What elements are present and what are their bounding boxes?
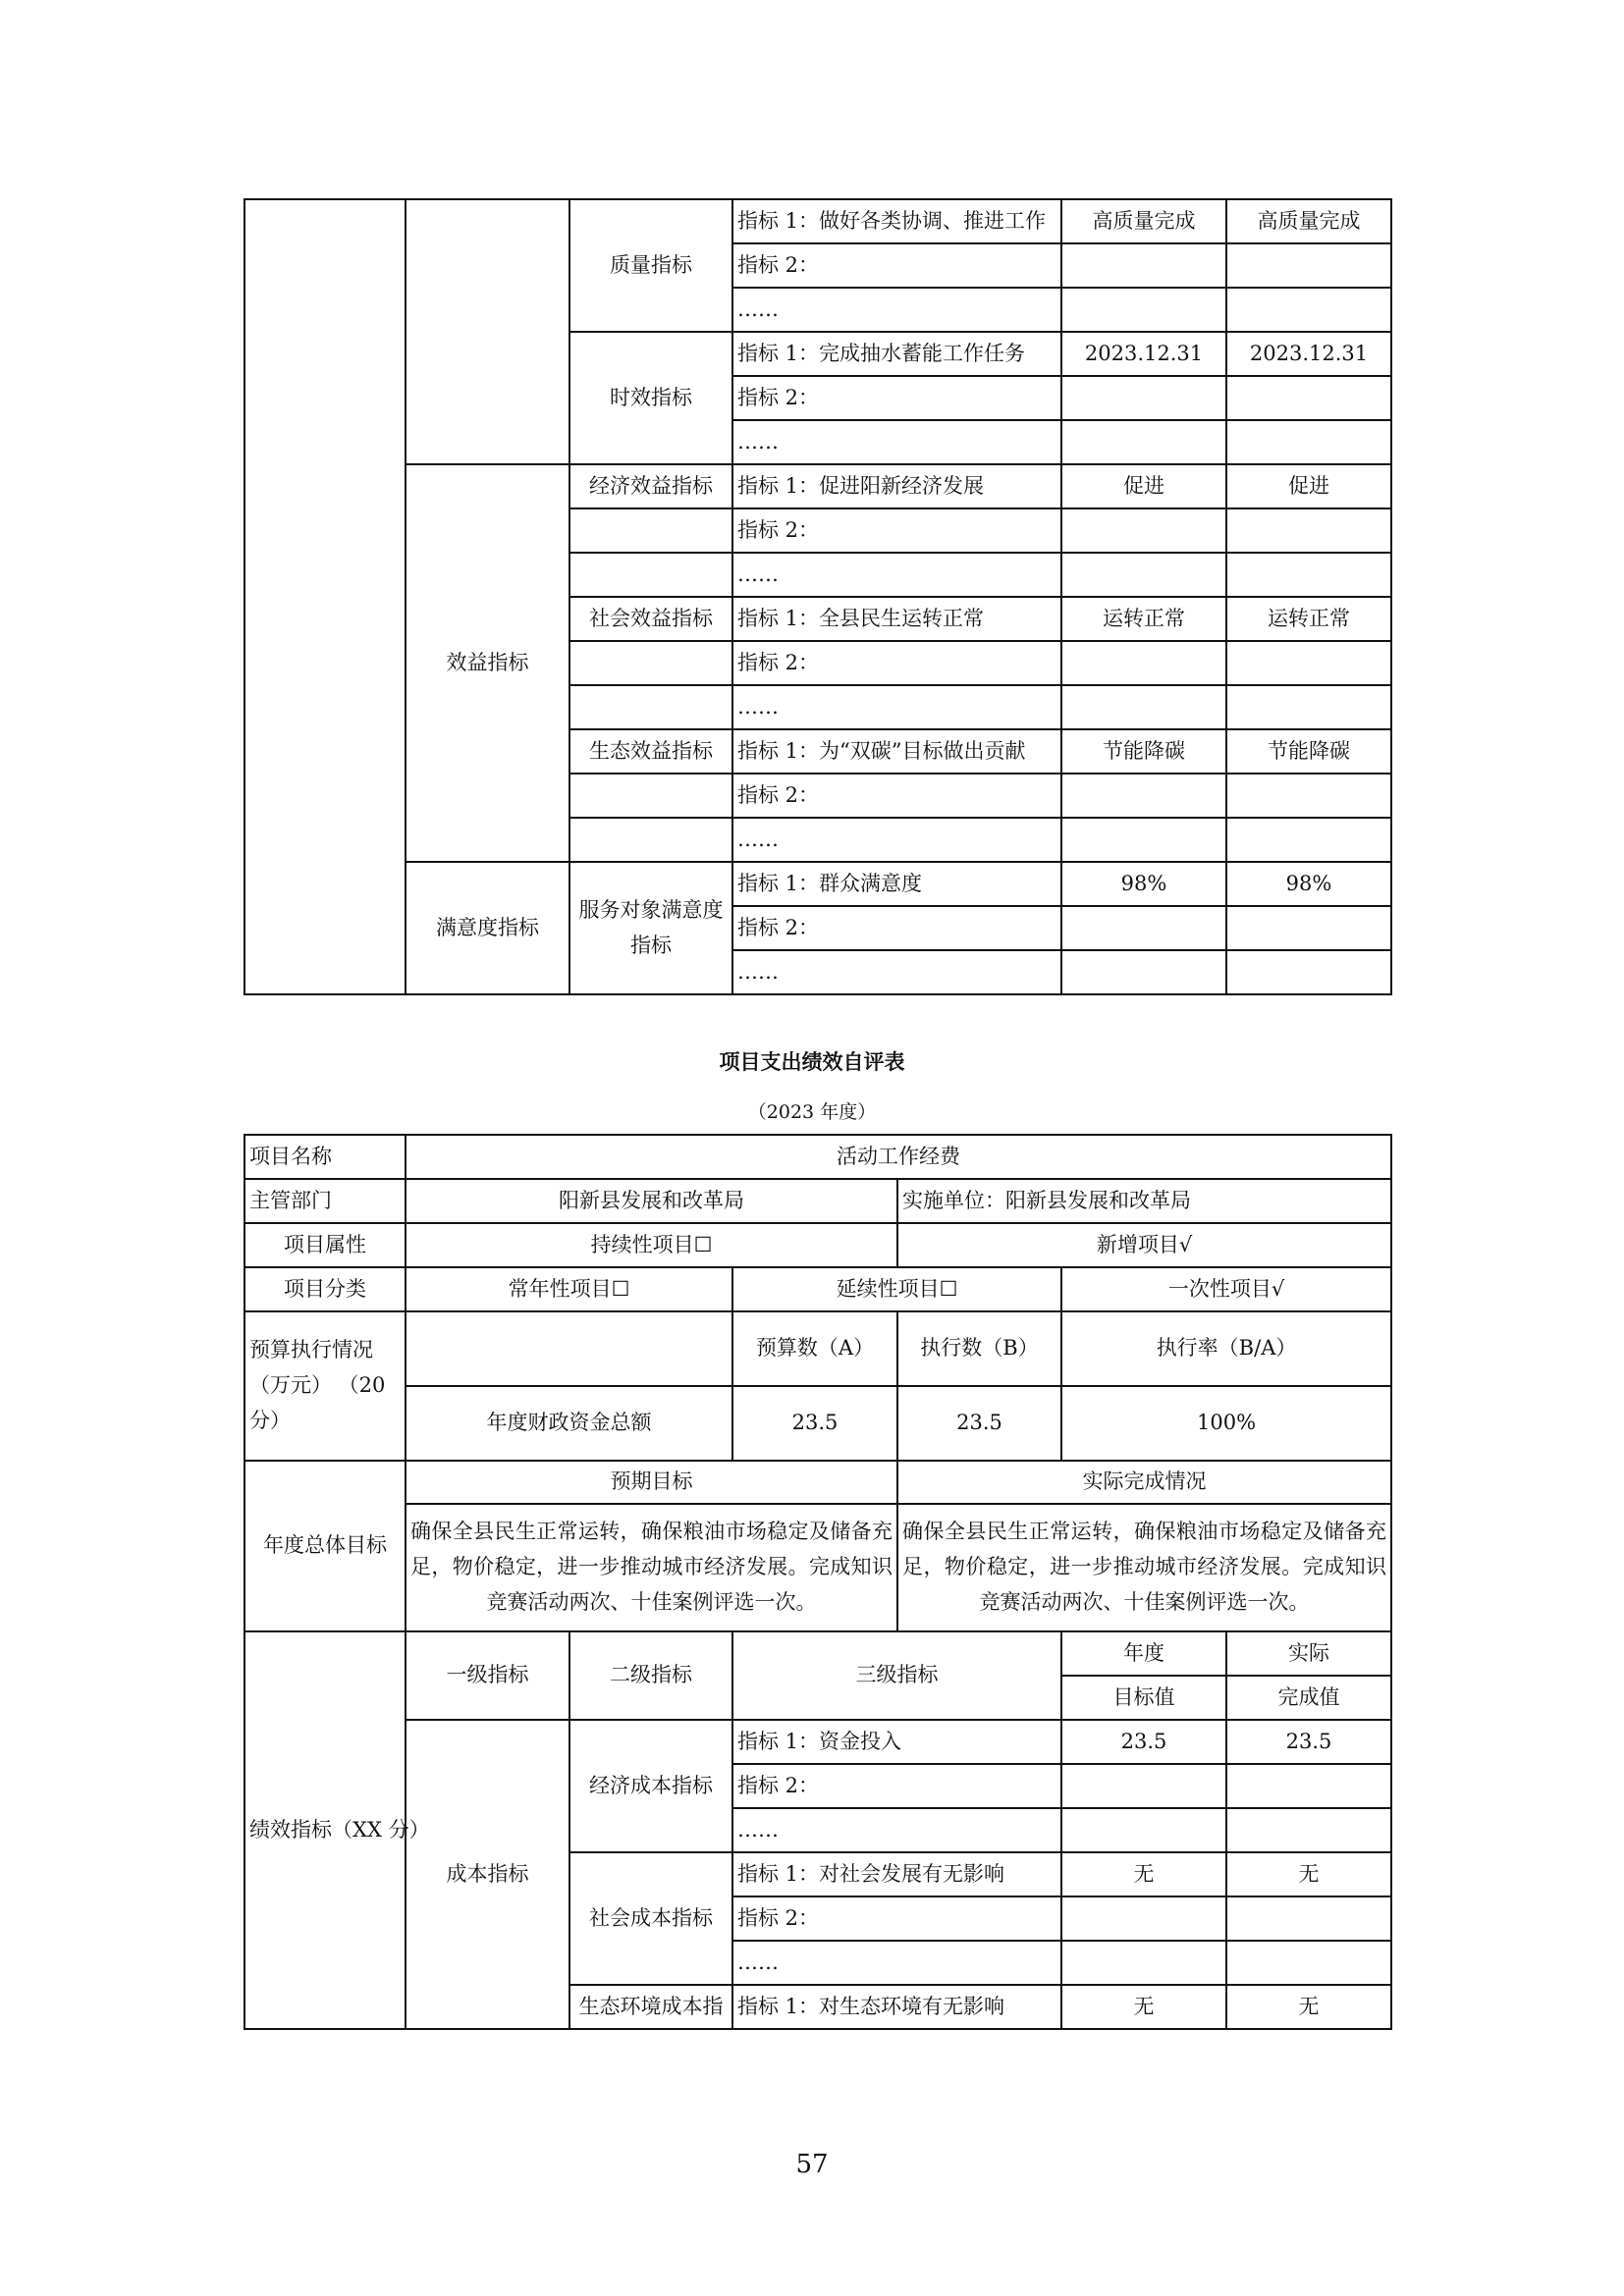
indicator-cell: ……	[732, 685, 1061, 729]
budget-row-label: 年度财政资金总额	[406, 1386, 732, 1461]
class-label: 项目分类	[244, 1267, 406, 1311]
page-number: 57	[795, 2150, 829, 2179]
actual-cell	[1226, 508, 1391, 553]
table-row	[244, 1311, 1391, 1386]
table-row	[244, 1631, 1391, 1676]
indicator-cell: 指标 2：	[732, 376, 1061, 420]
goal-actual: 确保全县民生正常运转，确保粮油市场稳定及储备充足，物价稳定，进一步推动城市经济发展。完成知识竞赛活动两次、十佳案例评选一次。	[897, 1504, 1391, 1631]
table-row	[244, 1461, 1391, 1504]
actual-cell: 节能降碳	[1226, 729, 1391, 774]
indicator-cell: 指标 1：为“双碳”目标做出贡献	[732, 729, 1061, 774]
class-onetime: 一次性项目√	[1061, 1267, 1391, 1311]
table-row	[244, 1267, 1391, 1311]
empty-cell	[406, 1311, 732, 1386]
table-row	[244, 862, 1391, 906]
indicator-cell: 指标 2：	[732, 641, 1061, 685]
project-name-label: 项目名称	[244, 1135, 406, 1179]
actual-cell	[1226, 818, 1391, 862]
target-cell	[1061, 641, 1226, 685]
target-cell	[1061, 1808, 1226, 1852]
table-row	[244, 1386, 1391, 1461]
target-cell	[1061, 1896, 1226, 1941]
attr-label: 项目属性	[244, 1223, 406, 1267]
indicator-cell: 指标 2：	[732, 906, 1061, 950]
table-row	[244, 199, 1391, 243]
indicator-cell: 指标 1：对社会发展有无影响	[732, 1852, 1061, 1896]
target-cell: 98%	[1061, 862, 1226, 906]
table-row	[244, 1223, 1391, 1267]
indicator-cell: ……	[732, 420, 1061, 464]
timeliness-indicator-label: 时效指标	[569, 332, 732, 464]
indicator-cell: ……	[732, 553, 1061, 597]
empty-cell	[569, 641, 732, 685]
actual-cell: 促进	[1226, 464, 1391, 508]
empty-output-cell	[406, 199, 569, 464]
goal-actual-label: 实际完成情况	[897, 1461, 1391, 1504]
implementing-unit: 实施单位：阳新县发展和改革局	[897, 1179, 1391, 1223]
actual-cell	[1226, 553, 1391, 597]
benefit-indicator-label: 效益指标	[406, 464, 569, 862]
indicator-cell: 指标 1：群众满意度	[732, 862, 1061, 906]
target-cell	[1061, 950, 1226, 994]
cost-indicator-label: 成本指标	[406, 1720, 569, 2029]
actual-cell	[1226, 1808, 1391, 1852]
actual-cell	[1226, 1764, 1391, 1808]
goal-label: 年度总体目标	[244, 1461, 406, 1631]
indicator-cell: ……	[732, 1808, 1061, 1852]
target-cell	[1061, 553, 1226, 597]
target-cell: 无	[1061, 1852, 1226, 1896]
target-cell: 节能降碳	[1061, 729, 1226, 774]
indicator-cell: 指标 2：	[732, 774, 1061, 818]
target-cell	[1061, 288, 1226, 332]
actual-cell: 运转正常	[1226, 597, 1391, 641]
indicator-cell: 指标 1：对生态环境有无影响	[732, 1985, 1061, 2029]
econ-cost-label: 经济成本指标	[569, 1720, 732, 1852]
actual-cell: 2023.12.31	[1226, 332, 1391, 376]
actual-cell: 23.5	[1226, 1720, 1391, 1764]
head-level2: 二级指标	[569, 1631, 732, 1720]
target-cell: 无	[1061, 1985, 1226, 2029]
ecological-benefit-label: 生态效益指标	[569, 729, 732, 774]
target-cell	[1061, 243, 1226, 288]
actual-cell: 无	[1226, 1985, 1391, 2029]
self-evaluation-table	[244, 1134, 1392, 2030]
actual-cell: 无	[1226, 1852, 1391, 1896]
target-cell	[1061, 685, 1226, 729]
budget-rate: 100%	[1061, 1386, 1391, 1461]
empty-first-level-cell	[244, 199, 406, 994]
actual-cell	[1226, 950, 1391, 994]
head-level3: 三级指标	[732, 1631, 1061, 1720]
dept-label: 主管部门	[244, 1179, 406, 1223]
head-target-1: 年度	[1061, 1631, 1226, 1676]
target-cell	[1061, 420, 1226, 464]
actual-cell	[1226, 1941, 1391, 1985]
target-cell	[1061, 906, 1226, 950]
budget-b: 23.5	[897, 1386, 1061, 1461]
head-target-2: 目标值	[1061, 1676, 1226, 1720]
target-cell: 促进	[1061, 464, 1226, 508]
table-subtitle: （2023 年度）	[747, 1101, 877, 1123]
target-cell	[1061, 774, 1226, 818]
actual-cell	[1226, 243, 1391, 288]
actual-cell	[1226, 774, 1391, 818]
actual-cell: 高质量完成	[1226, 199, 1391, 243]
empty-cell	[569, 553, 732, 597]
performance-table-continued	[244, 198, 1392, 995]
target-cell: 2023.12.31	[1061, 332, 1226, 376]
budget-col-rate: 执行率（B/A）	[1061, 1311, 1391, 1386]
actual-cell	[1226, 685, 1391, 729]
economic-benefit-label: 经济效益指标	[569, 464, 732, 508]
target-cell	[1061, 508, 1226, 553]
table-row	[244, 1135, 1391, 1179]
head-actual-1: 实际	[1226, 1631, 1391, 1676]
actual-cell	[1226, 288, 1391, 332]
indicator-cell: ……	[732, 288, 1061, 332]
table-row	[244, 1504, 1391, 1631]
actual-cell	[1226, 641, 1391, 685]
target-cell	[1061, 818, 1226, 862]
indicator-cell: 指标 2：	[732, 508, 1061, 553]
budget-a: 23.5	[732, 1386, 897, 1461]
empty-cell	[569, 685, 732, 729]
attr-new: 新增项目√	[897, 1223, 1391, 1267]
eco-cost-label: 生态环境成本指	[569, 1985, 732, 2029]
social-cost-label: 社会成本指标	[569, 1852, 732, 1985]
attr-continuing: 持续性项目☐	[406, 1223, 897, 1267]
table-row	[244, 1720, 1391, 1764]
table-row	[244, 464, 1391, 508]
target-cell	[1061, 1764, 1226, 1808]
indicator-cell: ……	[732, 1941, 1061, 1985]
actual-cell	[1226, 420, 1391, 464]
indicator-cell: ……	[732, 818, 1061, 862]
goal-expected-label: 预期目标	[406, 1461, 897, 1504]
budget-label: 预算执行情况（万元） （20 分）	[244, 1311, 406, 1461]
dept-value: 阳新县发展和改革局	[406, 1179, 897, 1223]
actual-cell	[1226, 376, 1391, 420]
target-cell	[1061, 376, 1226, 420]
empty-cell	[569, 774, 732, 818]
head-level1: 一级指标	[406, 1631, 569, 1720]
class-extended: 延续性项目☐	[732, 1267, 1061, 1311]
indicator-cell: 指标 2：	[732, 1764, 1061, 1808]
indicator-cell: 指标 1：全县民生运转正常	[732, 597, 1061, 641]
quality-indicator-label: 质量指标	[569, 199, 732, 332]
head-actual-2: 完成值	[1226, 1676, 1391, 1720]
table-row	[244, 1179, 1391, 1223]
target-cell	[1061, 1941, 1226, 1985]
class-regular: 常年性项目☐	[406, 1267, 732, 1311]
perf-label: 绩效指标（XX 分）	[244, 1631, 406, 2029]
indicator-cell: 指标 2：	[732, 1896, 1061, 1941]
project-name: 活动工作经费	[406, 1135, 1391, 1179]
satisfaction-indicator-label: 满意度指标	[406, 862, 569, 994]
actual-cell: 98%	[1226, 862, 1391, 906]
service-satisfaction-label: 服务对象满意度指标	[569, 862, 732, 994]
target-cell: 高质量完成	[1061, 199, 1226, 243]
table-title: 项目支出绩效自评表	[719, 1050, 905, 1074]
target-cell: 运转正常	[1061, 597, 1226, 641]
empty-cell	[569, 818, 732, 862]
goal-expected: 确保全县民生正常运转，确保粮油市场稳定及储备充足，物价稳定，进一步推动城市经济发展。完成知识竞赛活动两次、十佳案例评选一次。	[406, 1504, 897, 1631]
indicator-cell: 指标 2：	[732, 243, 1061, 288]
target-cell: 23.5	[1061, 1720, 1226, 1764]
budget-col-b: 执行数（B）	[897, 1311, 1061, 1386]
budget-col-a: 预算数（A）	[732, 1311, 897, 1386]
social-benefit-label: 社会效益指标	[569, 597, 732, 641]
empty-cell	[569, 508, 732, 553]
indicator-cell: 指标 1：做好各类协调、推进工作	[732, 199, 1061, 243]
indicator-cell: 指标 1：完成抽水蓄能工作任务	[732, 332, 1061, 376]
indicator-cell: ……	[732, 950, 1061, 994]
actual-cell	[1226, 906, 1391, 950]
actual-cell	[1226, 1896, 1391, 1941]
indicator-cell: 指标 1：促进阳新经济发展	[732, 464, 1061, 508]
indicator-cell: 指标 1：资金投入	[732, 1720, 1061, 1764]
